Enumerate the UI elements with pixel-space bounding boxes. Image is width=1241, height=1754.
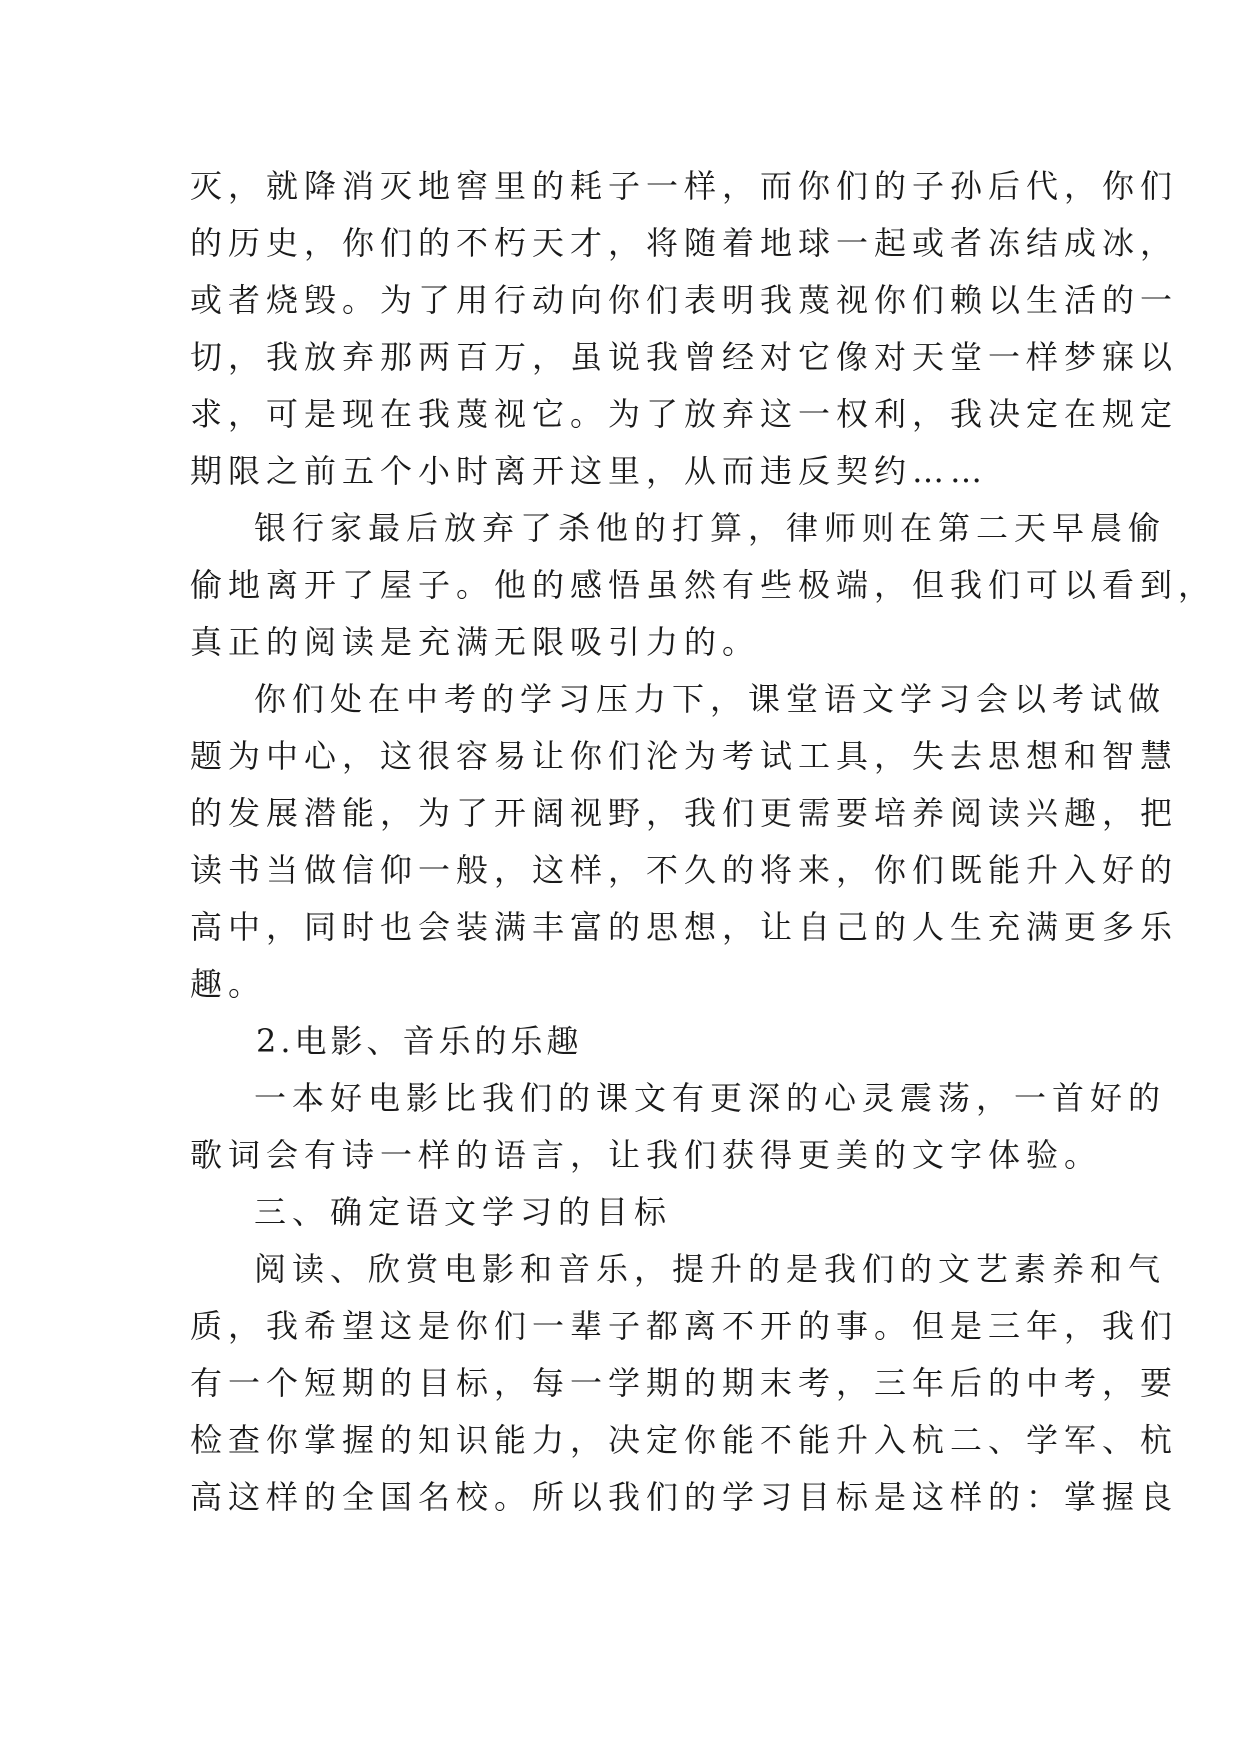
text-line: 检查你掌握的知识能力，决定你能不能升入杭二、学军、杭: [190, 1421, 1179, 1459]
text-line: 阅读、欣赏电影和音乐，提升的是我们的文艺素养和气: [254, 1250, 1167, 1288]
section-heading-goals: [190, 1184, 1070, 1241]
text-line: 期限之前五个小时离开这里，从而违反契约……: [190, 452, 989, 490]
text-line: 或者烧毁。为了用行动向你们表明我蔑视你们赖以生活的一: [190, 281, 1179, 319]
text-line: 高这样的全国名校。所以我们的学习目标是这样的：掌握良: [190, 1478, 1179, 1516]
section-heading: 2.电影、音乐的乐趣: [256, 1022, 583, 1060]
paragraph-letter-ending: [190, 158, 1179, 500]
text-line: 读书当做信仰一般，这样，不久的将来，你们既能升入好的: [190, 851, 1179, 889]
section-heading: 三、确定语文学习的目标: [254, 1193, 673, 1231]
text-line: 求，可是现在我蔑视它。为了放弃这一权利，我决定在规定: [190, 395, 1179, 433]
text-line: 趣。: [190, 965, 267, 1003]
paragraph-banker: [190, 500, 1217, 671]
paragraph-exam-pressure: [190, 671, 1179, 1013]
text-line: 质，我希望这是你们一辈子都离不开的事。但是三年，我们: [190, 1307, 1179, 1345]
text-line: 题为中心，这很容易让你们沦为考试工具，失去思想和智慧: [190, 737, 1179, 775]
text-line: 歌词会有诗一样的语言，让我们获得更美的文字体验。: [190, 1136, 1103, 1174]
text-line: 高中，同时也会装满丰富的思想，让自己的人生充满更多乐: [190, 908, 1179, 946]
paragraph-movies: [190, 1070, 1167, 1184]
text-line: 一本好电影比我们的课文有更深的心灵震荡，一首好的: [254, 1079, 1167, 1117]
text-line: 的历史，你们的不朽天才，将随着地球一起或者冻结成冰，: [190, 224, 1179, 262]
section-heading-movies-music: [190, 1013, 1070, 1070]
text-line: 有一个短期的目标，每一学期的期末考，三年后的中考，要: [190, 1364, 1179, 1402]
text-line: 切，我放弃那两百万，虽说我曾经对它像对天堂一样梦寐以: [190, 338, 1179, 376]
text-line: 灭，就降消灭地窖里的耗子一样，而你们的子孙后代，你们: [190, 167, 1179, 205]
text-line: 真正的阅读是充满无限吸引力的。: [190, 623, 761, 661]
text-line: 的发展潜能，为了开阔视野，我们更需要培养阅读兴趣，把: [190, 794, 1179, 832]
document-page: [190, 158, 1217, 1526]
text-line: 你们处在中考的学习压力下，课堂语文学习会以考试做: [254, 680, 1167, 718]
text-line: 银行家最后放弃了杀他的打算，律师则在第二天早晨偷: [254, 509, 1167, 547]
text-line: 偷地离开了屋子。他的感悟虽然有些极端，但我们可以看到，: [190, 566, 1217, 604]
paragraph-goals: [190, 1241, 1179, 1526]
